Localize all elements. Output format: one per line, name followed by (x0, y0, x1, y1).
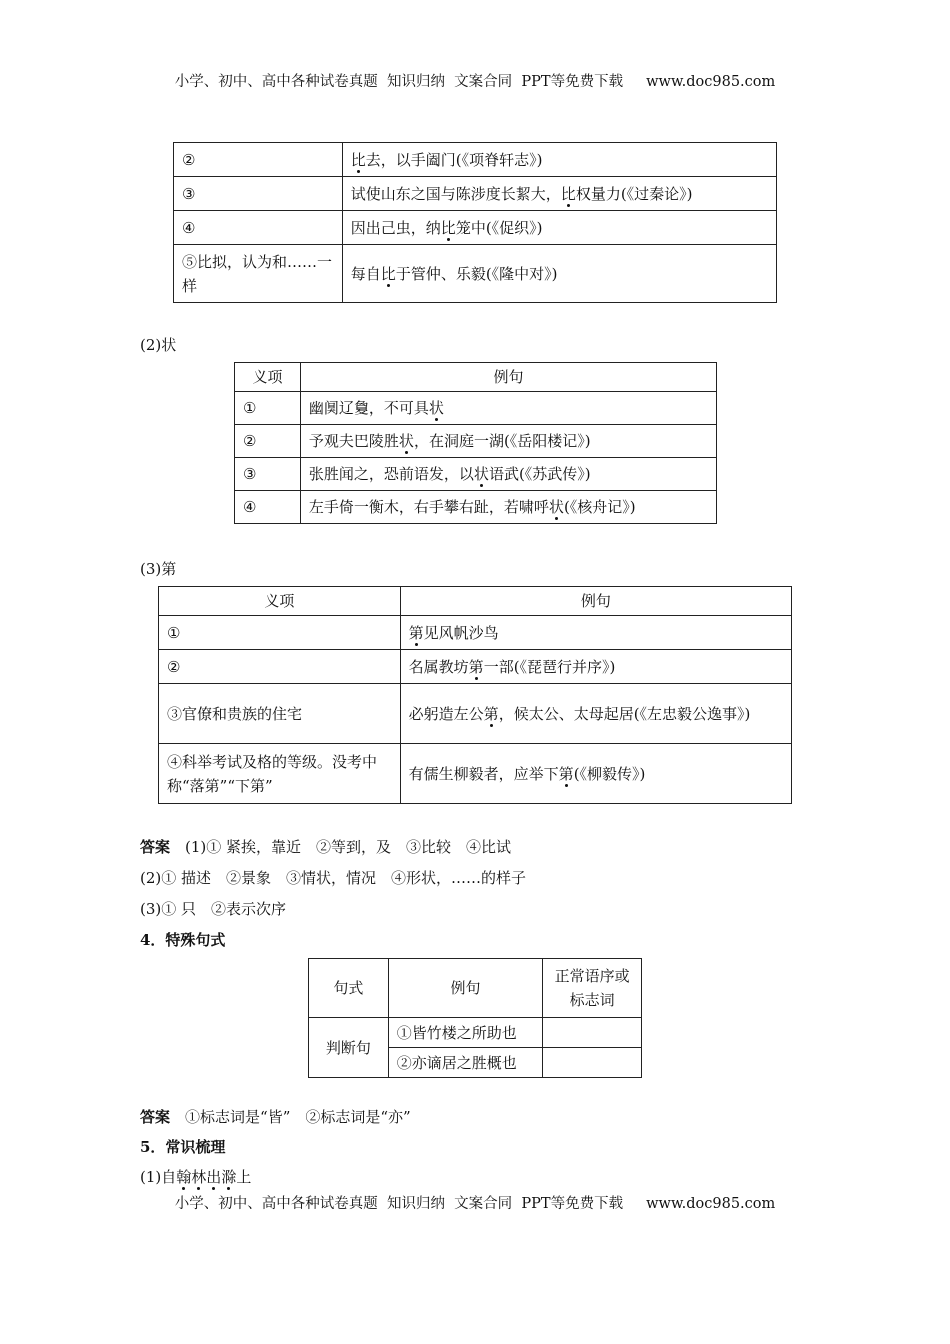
answer-line-4: 答案 ①标志词是“皆” ②标志词是“亦” (140, 1108, 411, 1126)
section-title-4: 4．特殊句式 (140, 931, 226, 949)
example-cell: 比去，以手阖门(《项脊轩志》) (342, 143, 776, 177)
emphasis-char: 第 (468, 657, 484, 676)
column-header: 例句 (300, 363, 716, 392)
table-row (159, 650, 792, 684)
table-row (174, 177, 777, 211)
table-header-row (235, 363, 717, 392)
example-cell: 试使山东之国与陈涉度长絜大，比权量力(《过秦论》) (342, 177, 776, 211)
table-row (174, 211, 777, 245)
section5-item-1: (1)自翰林出滁上 (140, 1168, 252, 1186)
column-header: 例句 (388, 959, 542, 1018)
example-cell: 每自比于管仲、乐毅(《隆中对》) (342, 245, 776, 303)
emphasis-char: 比 (440, 218, 456, 237)
meaning-cell: ② (159, 650, 401, 684)
emphasis-char: 状 (548, 498, 564, 516)
table-sentence-patterns (308, 958, 642, 1078)
dotted-text (161, 1168, 251, 1186)
table-row (159, 744, 792, 804)
meaning-cell: ⑤比拟，认为和……一样 (174, 245, 343, 303)
emphasis-char: 第 (558, 764, 574, 783)
section-title-5: 5．常识梳理 (140, 1138, 226, 1156)
answer-blank-cell (543, 1018, 642, 1048)
emphasis-char: 状 (428, 399, 444, 417)
table-row (235, 392, 717, 425)
text-char: 滁 (221, 1168, 237, 1186)
table-row (174, 245, 777, 303)
meaning-cell: ③ (174, 177, 343, 211)
text-char: 上 (236, 1168, 252, 1186)
text-char: 翰 (176, 1168, 192, 1186)
column-header: 例句 (400, 587, 791, 616)
answer-label: 答案 (140, 838, 171, 856)
example-cell: ①皆竹楼之所助也 (388, 1018, 542, 1048)
answer-line-2: (2)① 描述 ②景象 ③情状，情况 ④形状，……的样子 (140, 869, 527, 887)
meaning-cell: ① (235, 392, 301, 425)
example-cell: 左手倚一衡木，右手攀右趾，若啸呼状(《核舟记》) (300, 491, 716, 524)
table-header-row (309, 959, 642, 1018)
emphasis-char: 状 (398, 432, 414, 450)
example-cell: 名属教坊第一部(《琵琶行并序》) (400, 650, 791, 684)
table-row (159, 684, 792, 744)
table-row (235, 491, 717, 524)
pattern-type-cell: 判断句 (309, 1018, 389, 1078)
column-header: 义项 (235, 363, 301, 392)
example-cell: 有儒生柳毅者，应举下第(《柳毅传》) (400, 744, 791, 804)
text-char: 林 (191, 1168, 207, 1186)
text-char: 出 (206, 1168, 222, 1186)
section-title-zhuang: (2)状 (140, 336, 177, 354)
meaning-cell: ④ (174, 211, 343, 245)
table-di (158, 586, 792, 804)
emphasis-char: 第 (483, 704, 499, 723)
answer-line-1: 答案 (1)① 紧挨，靠近 ②等到，及 ③比较 ④比试 (140, 838, 512, 856)
meaning-cell: ② (174, 143, 343, 177)
example-cell: 第见风帆沙鸟 (400, 616, 791, 650)
emphasis-char: 状 (473, 465, 489, 483)
column-header: 正常语序或标志词 (543, 959, 642, 1018)
table-bi (173, 142, 777, 303)
table-zhuang (234, 362, 717, 524)
meaning-cell: ④ (235, 491, 301, 524)
emphasis-char: 第 (408, 623, 424, 642)
meaning-cell: ① (159, 616, 401, 650)
table-header-row (159, 587, 792, 616)
emphasis-char: 比 (380, 264, 396, 283)
table-row (174, 143, 777, 177)
meaning-cell: ③官僚和贵族的住宅 (159, 684, 401, 744)
table-row (159, 616, 792, 650)
page-footer: 小学、初中、高中各种试卷真题 知识归纳 文案合同 PPT等免费下载 www.doc985.com (174, 1196, 776, 1212)
example-cell: 幽阒辽敻，不可具状 (300, 392, 716, 425)
table-row (235, 458, 717, 491)
page-header: 小学、初中、高中各种试卷真题 知识归纳 文案合同 PPT等免费下载 www.doc985.com (174, 74, 776, 90)
table-row (309, 1018, 642, 1048)
example-cell: 予观夫巴陵胜状，在洞庭一湖(《岳阳楼记》) (300, 425, 716, 458)
answer-line-3: (3)① 只 ②表示次序 (140, 900, 287, 918)
section-title-di: (3)第 (140, 560, 177, 578)
column-header: 义项 (159, 587, 401, 616)
meaning-cell: ② (235, 425, 301, 458)
example-cell: ②亦谪居之胜概也 (388, 1048, 542, 1078)
meaning-cell: ③ (235, 458, 301, 491)
answer-blank-cell (543, 1048, 642, 1078)
example-cell: 张胜闻之，恐前语发，以状语武(《苏武传》) (300, 458, 716, 491)
meaning-cell: ④科举考试及格的等级。没考中称“落第”“下第” (159, 744, 401, 804)
text-char: 自 (161, 1168, 177, 1186)
table-row (235, 425, 717, 458)
example-cell: 必躬造左公第，候太公、太母起居(《左忠毅公逸事》) (400, 684, 791, 744)
emphasis-char: 比 (560, 184, 576, 203)
column-header: 句式 (309, 959, 389, 1018)
example-cell: 因出己虫，纳比笼中(《促织》) (342, 211, 776, 245)
answer-label: 答案 (140, 1108, 171, 1126)
emphasis-char: 比 (350, 150, 366, 169)
